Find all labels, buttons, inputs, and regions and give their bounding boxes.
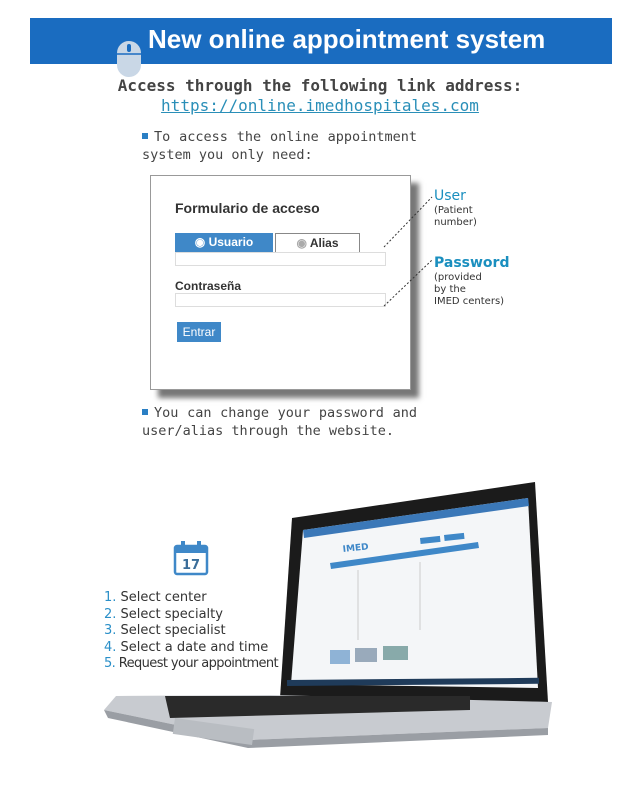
laptop-image	[0, 470, 640, 800]
bullet-text: To access the online appointment system you only need:	[142, 129, 417, 163]
step-item	[104, 590, 278, 607]
annotation-line: IMED centers)	[434, 296, 505, 307]
step-item	[104, 607, 278, 624]
tab-label: Usuario	[208, 235, 254, 249]
step-number: 3.	[104, 623, 117, 638]
form-title: Formulario de acceso	[175, 200, 320, 216]
step-number: 2.	[104, 606, 117, 622]
annotation-line: number)	[434, 217, 477, 228]
calendar-day: 17	[181, 558, 201, 573]
step-item	[104, 640, 278, 657]
annotation-title: Password	[434, 255, 510, 271]
password-annotation	[434, 255, 509, 308]
step-text: Select specialist	[120, 623, 226, 638]
step-number: 5.	[104, 656, 116, 671]
bullet-icon	[142, 409, 148, 415]
annotation-line: (Patient	[434, 205, 473, 216]
bullet-text: You can change your password and user/alias through the website.	[142, 405, 417, 439]
website-link[interactable]: https://online.imedhospitales.com	[161, 96, 479, 115]
steps-list	[104, 590, 278, 673]
step-number: 4.	[104, 639, 117, 655]
step-item	[104, 623, 278, 640]
step-text: Select specialty	[120, 606, 223, 622]
step-text: Request your appointment	[118, 656, 279, 671]
page-title: New online appointment system	[148, 24, 546, 54]
step-number: 1.	[104, 590, 117, 605]
annotation-title: User	[434, 188, 466, 204]
annotation-line: (provided	[434, 272, 482, 283]
bullet-item	[142, 404, 417, 440]
imed-logo: IMED	[342, 542, 370, 555]
tab-usuario[interactable]: ◉ Usuario	[175, 233, 273, 252]
step-item	[104, 656, 278, 673]
user-annotation	[434, 188, 477, 229]
tab-label: Alias	[309, 236, 339, 250]
calendar-icon	[173, 540, 209, 576]
password-label: Contraseña	[175, 279, 242, 293]
access-instructions: Access through the following link address:	[117, 76, 523, 95]
annotation-line: by the	[434, 284, 466, 295]
step-text: Select center	[120, 590, 207, 605]
tab-alias[interactable]: ◉ Alias	[275, 233, 360, 253]
submit-button[interactable]: Entrar	[177, 322, 221, 342]
step-text: Select a date and time	[120, 639, 269, 655]
